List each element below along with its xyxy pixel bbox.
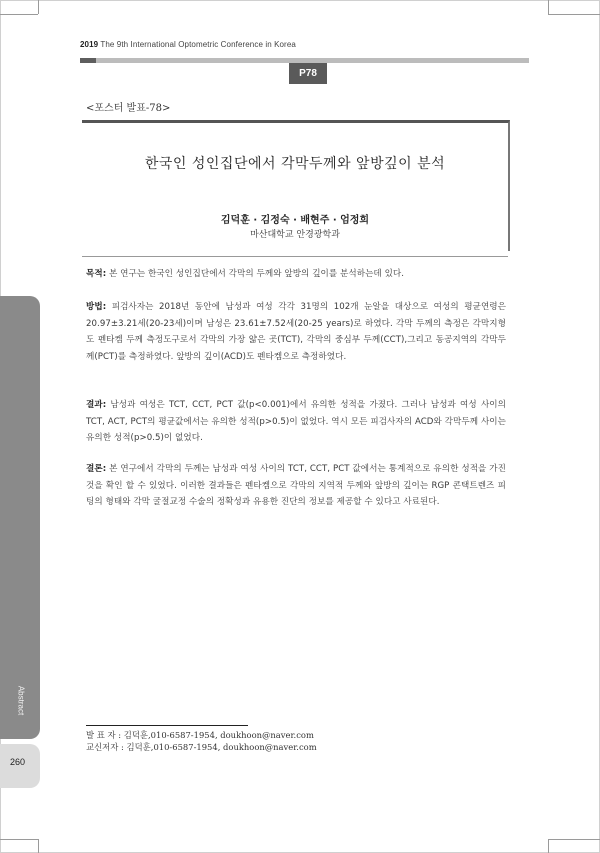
crop-mark xyxy=(38,839,39,853)
section-text: 본 연구에서 각막의 두께는 남성과 여성 사이의 TCT, CCT, PCT 값에서는 통계적으로 유의한 성적을 가진 것을 확인 할 수 있었다. 이러한 결과들은 펜타켐으로 각막의 지역적 두께와 앞방의 깊이는 RGP 콘택트렌즈 피팅의 형태와 각막 굴절교정 수술의 정확성과 유용한 진단의 정보를 제공할 수 있다고 사료된다. xyxy=(86,464,506,507)
poster-label: <포스터 발표-78> xyxy=(86,103,171,114)
page-number: 260 xyxy=(10,757,26,767)
section-text: 본 연구는 한국인 성인집단에서 각막의 두께와 앞방의 깊이를 분석하는데 있다. xyxy=(106,269,405,279)
title-box-rule xyxy=(82,256,508,257)
paper-affiliation: 마산대학교 안경광학과 xyxy=(250,230,340,240)
title-box xyxy=(82,120,510,251)
header-bar-accent xyxy=(80,58,96,63)
poster-badge: P78 xyxy=(289,63,327,84)
footnote-rule xyxy=(86,725,248,726)
side-tab-label: Abstract xyxy=(16,685,26,716)
header-conference: The 9th International Optometric Conference in Korea xyxy=(100,40,296,49)
section-label: 목적: xyxy=(86,269,107,279)
header-year: 2019 xyxy=(80,40,99,49)
section-label: 결론: xyxy=(86,464,107,474)
section-label: 방법: xyxy=(86,302,107,312)
running-header xyxy=(80,40,296,49)
section-result xyxy=(86,397,506,447)
crop-mark xyxy=(548,839,549,853)
paper-title: 한국인 성인집단에서 각막두께와 앞방깊이 분석 xyxy=(144,156,446,172)
crop-mark xyxy=(0,14,38,15)
section-text: 남성과 여성은 TCT, CCT, PCT 값(p<0.001)에서 유의한 성적을 가졌다. 그러나 남성과 여성 사이의 TCT, ACT, PCT의 평균값에서는 유의한 성적(p>0.5)이 없었다. 역시 모든 피검사자의 ACD와 각막두께 사이는 유의한 성적(p>0.5)이 없었다. xyxy=(86,400,506,443)
section-text: 피검사자는 2018년 동안에 남성과 여성 각각 31명의 102개 눈알을 대상으로 여성의 평균연령은 20.97±3.21세(20-23세)이며 남성은 23.61±7.52세(20-25 years)로 하였다. 각막 두께의 측정은 각막지형도 펜타켐 두께 측정도구로서 각막의 가장 얇은 곳(TCT), 각막의 중심부 두께(CCT),그리고 동공지역의 각막두께(PCT)를 측정하였다. 앞방의 깊이(ACD)도 펜타켐으로 측정하였다. xyxy=(86,302,506,362)
crop-mark xyxy=(548,839,600,840)
footnote-presenter: 발 표 자 : 김덕훈,010-6587-1954, doukhoon@naver.com xyxy=(86,730,314,740)
crop-mark xyxy=(0,839,38,840)
section-conclusion xyxy=(86,461,506,511)
section-purpose xyxy=(86,266,506,283)
paper-authors: 김덕훈 · 김정숙 · 배현주 · 엄정희 xyxy=(220,215,370,226)
crop-mark xyxy=(548,0,549,14)
section-method xyxy=(86,299,506,365)
footnote-corresponding: 교신저자 : 김덕훈,010-6587-1954, doukhoon@naver.com xyxy=(86,742,317,752)
section-label: 결과: xyxy=(86,400,107,410)
crop-mark xyxy=(38,0,39,14)
crop-mark xyxy=(548,14,600,15)
